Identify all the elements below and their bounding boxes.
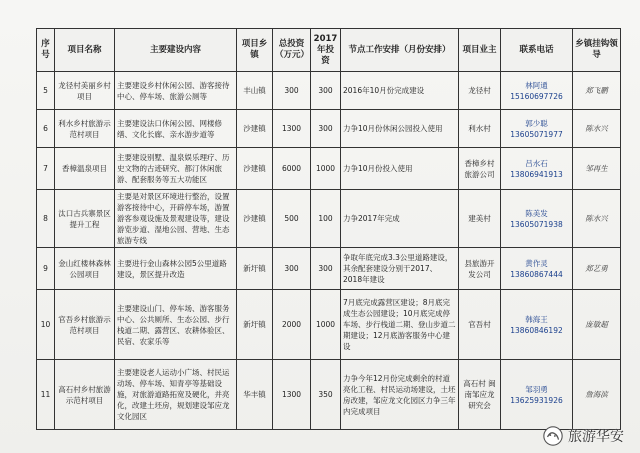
header-leader: 乡镇挂钩领导 [573,29,621,72]
cell-name: 利水乡村旅游示范村项目 [55,110,115,148]
cell-no: 11 [37,360,55,430]
cell-2017: 1000 [311,148,341,190]
cell-total: 300 [273,72,311,110]
header-name: 项目名称 [55,29,115,72]
cell-name: 香樟温泉项目 [55,148,115,190]
header-total: 总投资（万元） [273,29,311,72]
cell-name: 汰口古兵寨景区提升工程 [55,190,115,248]
cell-total: 300 [273,248,311,290]
cell-content: 主要建设山门、停车场、游客服务中心、公共厕所、生态公园、步行栈道二期、露营区、农耕体验区、民宿、农家乐等 [115,290,237,360]
header-2017: 2017年投资 [311,29,341,72]
cell-leader: 陈水兴 [573,110,621,148]
cell-town: 新圩镇 [237,248,273,290]
table-row [37,72,621,110]
cell-leader: 庞敏超 [573,290,621,360]
cell-town: 沙建镇 [237,110,273,148]
cell-leader: 郑艺勇 [573,248,621,290]
cell-content: 主要建设乡村休闲公园、游客接待中心、停车场、旅游公厕等 [115,72,237,110]
cell-town: 华丰镇 [237,360,273,430]
cell-2017: 300 [311,110,341,148]
cell-2017: 1000 [311,290,341,360]
cell-town: 沙建镇 [237,190,273,248]
cell-schedule: 力争今年12月份完成剩余的村道亮化工程、村民运动场建设，土坯房改建，邹应龙文化园区力争三年内完成项目 [341,360,459,430]
cell-schedule: 争取年底完成3.3公里道路建设，其余配套建设分别于2017、2018年建设 [341,248,459,290]
cell-2017: 350 [311,360,341,430]
cell-2017: 300 [311,248,341,290]
cell-schedule: 力争10月份休闲公园投入使用 [341,110,459,148]
cell-no: 7 [37,148,55,190]
table-row [37,360,621,430]
table-row [37,148,621,190]
cell-name: 高石村乡村旅游示范村项目 [55,360,115,430]
cell-owner: 高石村 闽南邹应龙研究会 [459,360,501,430]
cell-total: 500 [273,190,311,248]
cell-no: 5 [37,72,55,110]
cell-content: 主要进行金山森林公园5公里道路建设，景区提升改造 [115,248,237,290]
cell-name: 龙径村美丽乡村项目 [55,72,115,110]
cell-leader: 郑飞鹏 [573,72,621,110]
cell-name: 官吾乡村旅游示范村项目 [55,290,115,360]
cell-leader: 邹再生 [573,148,621,190]
header-contact: 联系电话 [501,29,573,72]
table-row [37,110,621,148]
cell-no: 8 [37,190,55,248]
cell-town: 丰山镇 [237,72,273,110]
cell-total: 6000 [273,148,311,190]
cell-content: 主要建设别墅、温泉娱乐理疗、历史文物的古迹研究、都汀休闲旅游、配套服务等五大功能区 [115,148,237,190]
table-row [37,248,621,290]
cell-contact: 林阿通 15160697726 [501,72,573,110]
cell-content: 主要建设法口休闲公园、网楼修缮、文化长廊、亲水游步道等 [115,110,237,148]
cell-leader: 詹海滨 [573,360,621,430]
cell-owner: 利水村 [459,110,501,148]
project-table [36,28,621,430]
cell-schedule: 力争10月份投入使用 [341,148,459,190]
cell-town: 沙建镇 [237,148,273,190]
cell-schedule: 力争2017年完成 [341,190,459,248]
cell-owner: 建美村 [459,190,501,248]
watermark-text: 旅游华安 [568,429,624,445]
cell-contact: 韩海王 13860846192 [501,290,573,360]
header-no: 序号 [37,29,55,72]
cell-contact: 黄作灵 13860867444 [501,248,573,290]
cell-schedule: 7月底完成露营区建设；8月底完成生态公园建设；10月底完成停车场、步行栈道二期、登山步道二期建设；12月底游客服务中心建设 [341,290,459,360]
wechat-watermark [542,425,624,447]
cell-schedule: 2016年10月份完成建设 [341,72,459,110]
cell-contact: 陈美发 13605071938 [501,190,573,248]
cell-contact: 郭少聪 13605071977 [501,110,573,148]
cell-no: 6 [37,110,55,148]
cell-total: 1300 [273,110,311,148]
table-row [37,190,621,248]
cell-name: 金山红楼林森林公园项目 [55,248,115,290]
cell-total: 1300 [273,360,311,430]
table-header-row [37,29,621,72]
cell-contact: 吕水石 13806941913 [501,148,573,190]
cell-content: 主要建设老人运动小广场、村民运动场、停车场、知青亭等基础设施，对旅游道路拓宽及硬化，并亮化，改建土坯房，规划建设邹应龙文化园区 [115,360,237,430]
header-content: 主要建设内容 [115,29,237,72]
wechat-logo-icon [542,425,564,447]
header-owner: 项目业主 [459,29,501,72]
cell-owner: 香樟乡村旅游公司 [459,148,501,190]
cell-owner: 县旅游开发公司 [459,248,501,290]
cell-no: 9 [37,248,55,290]
header-town: 项目乡镇 [237,29,273,72]
cell-no: 10 [37,290,55,360]
table-row [37,290,621,360]
cell-owner: 龙径村 [459,72,501,110]
cell-total: 2000 [273,290,311,360]
cell-town: 新圩镇 [237,290,273,360]
cell-owner: 官吾村 [459,290,501,360]
header-schedule: 节点工作安排（月份安排） [341,29,459,72]
cell-2017: 300 [311,72,341,110]
cell-leader: 陈水兴 [573,190,621,248]
cell-contact: 邹羽勇 13625931926 [501,360,573,430]
cell-content: 主要是对景区环境进行整治，设置游客接待中心，开辟停车场，游置游客参观设施及景观建设等，建设游览步道、湿地公园、营地、生态旅游专线 [115,190,237,248]
cell-2017: 100 [311,190,341,248]
